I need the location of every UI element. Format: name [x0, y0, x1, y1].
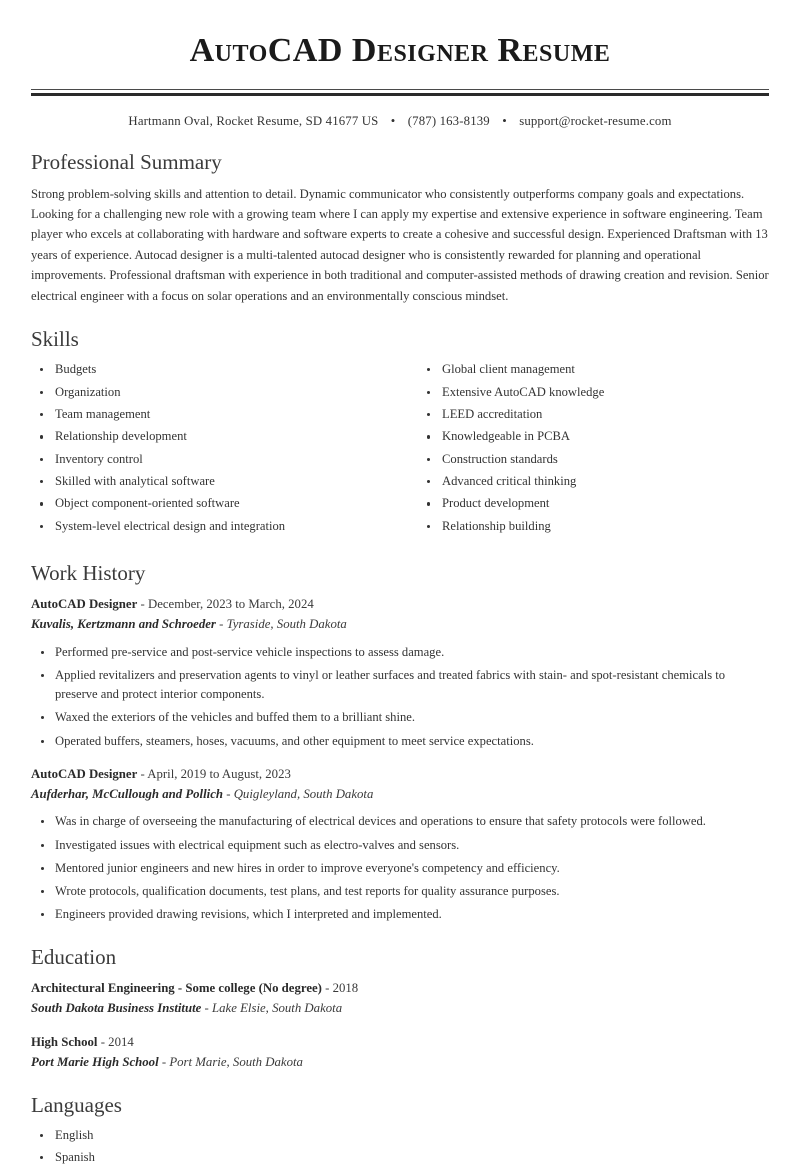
skills-list-right [418, 361, 769, 535]
section-skills [31, 327, 769, 540]
skill-item: Product development [418, 495, 769, 512]
languages-list [31, 1127, 769, 1166]
job-company: Kuvalis, Kertzmann and Schroeder [31, 617, 216, 632]
summary-text: Strong problem-solving skills and attention to detail. Dynamic communicator who consistently outperforms company goals and expectations. Looking for a challenging new role with a growing team where I can apply my expertise and extensive experience in software engineering. Team player who excels at collaborating with hardware and software experts to create a cohesive and successful design. Experienced Draftsman with 13 years of experience. Autocad designer is a multi-talented autocad designer who is consistently rewarded for planning and operational improvements. Professional draftsman with experience in both traditional and computer-assisted methods of drawing creation and revision. Senior electrical engineer with a focus on solar operations and an environmentally conscious mindset. [31, 186, 769, 303]
skill-item: Inventory control [31, 451, 400, 468]
contact-phone: (787) 163-8139 [407, 113, 490, 128]
job-title: AutoCAD Designer [31, 597, 138, 612]
skill-item: Budgets [31, 361, 400, 378]
contact-line [31, 114, 769, 129]
section-education [31, 945, 769, 1073]
skill-item: Knowledgeable in PCBA [418, 428, 769, 445]
language-item: English [31, 1127, 769, 1144]
job-dash: - [140, 597, 145, 612]
job-bullet-item: Engineers provided drawing revisions, which I interpreted and implemented. [31, 905, 769, 924]
section-professional-summary [31, 150, 769, 307]
job-bullet-item: Wrote protocols, qualification documents, test plans, and test reports for quality assurance purposes. [31, 882, 769, 901]
education-location: Port Marie, South Dakota [169, 1054, 303, 1069]
education-dash: - [161, 1054, 167, 1069]
skills-list-left [31, 361, 400, 535]
education-school: Port Marie High School [31, 1054, 159, 1069]
skill-item: Relationship development [31, 428, 400, 445]
section-heading-skills: Skills [31, 327, 79, 352]
work-history-entry [31, 765, 769, 924]
education-entry [31, 1033, 769, 1073]
skill-item: Construction standards [418, 451, 769, 468]
job-company-line [31, 615, 769, 635]
job-location: Tyraside, South Dakota [226, 617, 347, 632]
job-dash: - [226, 786, 231, 801]
job-bullet-list [31, 812, 769, 924]
job-bullet-item: Operated buffers, steamers, hoses, vacuums, and other equipment to meet service expectations. [31, 732, 769, 751]
section-languages [31, 1093, 769, 1166]
skill-item: Global client management [418, 361, 769, 378]
education-dash: - [204, 1001, 209, 1016]
education-degree-line [31, 1033, 769, 1053]
skill-item: LEED accreditation [418, 406, 769, 423]
header-divider [31, 89, 769, 96]
section-heading-work-history: Work History [31, 561, 146, 586]
job-location: Quigleyland, South Dakota [233, 786, 374, 801]
job-bullet-list [31, 643, 769, 751]
job-bullet-item: Investigated issues with electrical equipment such as electro-valves and sensors. [31, 836, 769, 855]
skill-item: Organization [31, 384, 400, 401]
skill-item: System-level electrical design and integration [31, 518, 400, 535]
job-dates: April, 2019 to August, 2023 [147, 766, 291, 781]
education-degree: Architectural Engineering - Some college (No degree) [31, 981, 322, 996]
education-dash: - [100, 1034, 105, 1049]
work-history-entries [31, 595, 769, 924]
job-dates: December, 2023 to March, 2024 [147, 597, 314, 612]
education-dash: - [325, 981, 330, 996]
section-work-history [31, 561, 769, 924]
contact-address: Hartmann Oval, Rocket Resume, SD 41677 US [128, 113, 379, 128]
section-heading-education: Education [31, 945, 117, 970]
job-company-line [31, 785, 769, 805]
job-dash: - [219, 617, 224, 632]
job-bullet-item: Was in charge of overseeing the manufacturing of electrical devices and operations to ensure that safety protocols were followed. [31, 812, 769, 831]
skill-item: Extensive AutoCAD knowledge [418, 384, 769, 401]
page-title: AutoCAD Designer Resume [189, 32, 611, 69]
skills-columns [31, 361, 769, 540]
job-bullet-item: Waxed the exteriors of the vehicles and buffed them to a brilliant shine. [31, 708, 769, 727]
section-heading-languages: Languages [31, 1092, 122, 1117]
education-degree: High School [31, 1034, 98, 1049]
skill-item: Relationship building [418, 518, 769, 535]
job-dash: - [140, 766, 145, 781]
education-year: 2014 [108, 1034, 134, 1049]
skill-item: Advanced critical thinking [418, 473, 769, 490]
education-year: 2018 [332, 981, 359, 996]
job-title-line [31, 595, 769, 615]
work-history-entry [31, 595, 769, 750]
skill-item: Team management [31, 406, 400, 423]
education-degree-line [31, 979, 769, 999]
education-entries [31, 979, 769, 1072]
divider-line-thick [31, 93, 769, 96]
contact-separator-1: • [390, 113, 396, 128]
job-bullet-item: Mentored junior engineers and new hires in order to improve everyone's competency and efficiency. [31, 859, 769, 878]
skill-item: Object component-oriented software [31, 495, 400, 512]
skills-column-left [31, 361, 400, 540]
job-title-line [31, 765, 769, 785]
section-heading-summary: Professional Summary [31, 149, 222, 174]
language-item: Spanish [31, 1149, 769, 1166]
education-school-line [31, 999, 769, 1019]
skill-item: Skilled with analytical software [31, 473, 400, 490]
job-company: Aufderhar, McCullough and Pollich [31, 786, 224, 801]
education-school: South Dakota Business Institute [31, 1001, 202, 1016]
education-school-line [31, 1053, 769, 1073]
contact-email[interactable]: support@rocket-resume.com [519, 113, 672, 128]
education-entry [31, 979, 769, 1019]
job-bullet-item: Applied revitalizers and preservation agents to vinyl or leather surfaces and treated fabrics with stain- and spot-resistant chemicals to preserve and protect interior components. [31, 666, 769, 704]
contact-separator-2: • [502, 113, 507, 128]
job-title: AutoCAD Designer [31, 766, 138, 781]
skills-column-right [400, 361, 769, 540]
job-bullet-item: Performed pre-service and post-service vehicle inspections to assess damage. [31, 643, 769, 662]
education-location: Lake Elsie, South Dakota [212, 1001, 343, 1016]
